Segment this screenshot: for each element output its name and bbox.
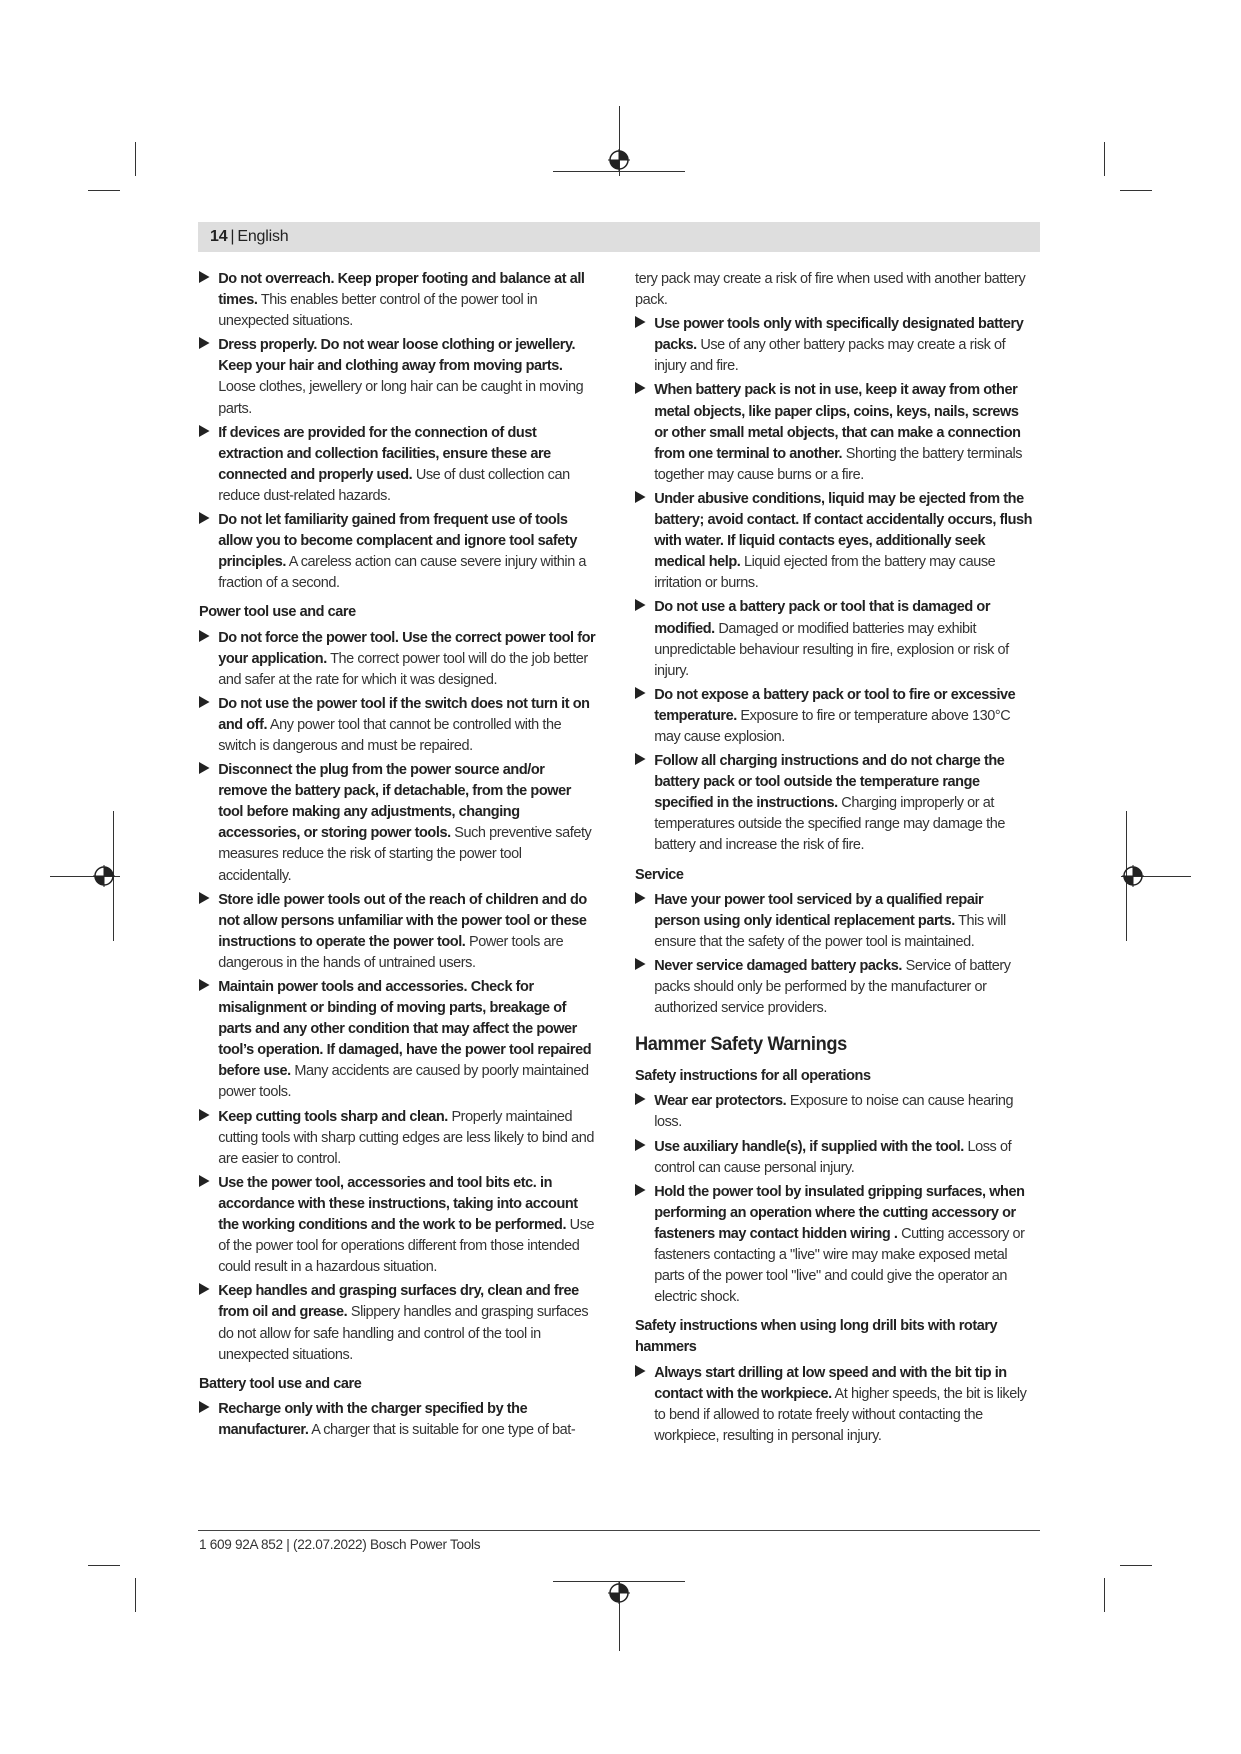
warning-bold-text: Under abusive conditions, liquid may be ejected from the battery; avoid contact. If contact accidentally occurs, flush with water. If liquid contacts eyes, additionally seek medical help. bbox=[654, 489, 1033, 571]
warning-bold-text: Keep cutting tools sharp and clean. bbox=[218, 1107, 448, 1125]
warning-bold-text: Maintain power tools and accessories. Check for misalignment or binding of moving parts, breakage of parts and any other condition that may affect the power tool’s operation. If damaged, have the power tool repaired before use. bbox=[218, 978, 592, 1080]
warning-explanation-text: Liquid ejected from the battery may cause irritation or burns. bbox=[654, 553, 996, 592]
crop-mark bbox=[1120, 190, 1152, 191]
bullet-arrow-icon bbox=[199, 696, 210, 708]
section-title-hammer: Hammer Safety Warnings bbox=[635, 1034, 847, 1056]
crop-mark bbox=[135, 142, 136, 176]
warning-bold-text: Do not use the power tool if the switch does not turn it on and off. bbox=[218, 694, 590, 733]
warning-explanation-text: Exposure to fire or temperature above 130°C may cause explosion. bbox=[654, 706, 1011, 745]
bullet-arrow-icon bbox=[635, 753, 646, 765]
warning-explanation-text: Such preventive safety measures reduce the risk of starting the power tool accidentally. bbox=[218, 824, 592, 884]
crop-mark bbox=[88, 1565, 120, 1566]
warning-explanation-text: Properly maintained cutting tools with sharp cutting edges are less likely to bind and are easier to control. bbox=[218, 1107, 595, 1167]
list-item bbox=[635, 488, 1032, 593]
warning-explanation-text: This will ensure that the safety of the power tool is maintained. bbox=[654, 911, 1006, 950]
warning-bold-text: Do not overreach. Keep proper footing and balance at all times. bbox=[218, 270, 585, 309]
warning-explanation-text: Charging improperly or at temperatures outside the specified range may damage the battery and increase the risk of fire. bbox=[654, 794, 1005, 854]
warning-bold-text: Do not use a battery pack or tool that is damaged or modified. bbox=[654, 598, 991, 637]
list-item bbox=[199, 268, 596, 331]
right-column bbox=[635, 268, 1032, 1449]
crop-mark bbox=[88, 190, 120, 191]
continuation-text: tery pack may create a risk of fire when used with another battery pack. bbox=[635, 270, 1026, 309]
heading-service: Service bbox=[635, 865, 684, 883]
bullet-arrow-icon bbox=[199, 337, 210, 349]
list-item bbox=[199, 1106, 596, 1169]
list-item bbox=[635, 596, 1032, 680]
bullet-arrow-icon bbox=[199, 892, 210, 904]
bullet-arrow-icon bbox=[199, 1283, 210, 1295]
bullet-arrow-icon bbox=[199, 425, 210, 437]
list-item bbox=[635, 1362, 1032, 1446]
warning-explanation-text: Cutting accessory or fasteners contacting a "live" wire may make exposed metal parts of the power tool "live" and could give the operator an electric shock. bbox=[654, 1224, 1025, 1306]
warning-bold-text: Do not force the power tool. Use the correct power tool for your application. bbox=[218, 628, 596, 667]
list-item bbox=[199, 889, 596, 973]
list-item bbox=[635, 313, 1032, 376]
heading-battery-tool-use: Battery tool use and care bbox=[199, 1374, 362, 1392]
bullet-arrow-icon bbox=[635, 1365, 646, 1377]
list-item bbox=[199, 759, 596, 886]
bullet-arrow-icon bbox=[635, 382, 646, 394]
crop-mark bbox=[135, 1578, 136, 1612]
warning-explanation-text: Any power tool that cannot be controlled with the switch is dangerous and must be repaired. bbox=[218, 715, 562, 754]
footer-rule bbox=[198, 1530, 1040, 1531]
warning-bold-text: Follow all charging instructions and do not charge the battery pack or tool outside the temperature range specified in the instructions. bbox=[654, 752, 1005, 812]
list-item bbox=[635, 955, 1032, 1018]
bullet-arrow-icon bbox=[199, 979, 210, 991]
bullet-arrow-icon bbox=[199, 1109, 210, 1121]
list-item bbox=[635, 379, 1032, 484]
bullet-arrow-icon bbox=[635, 892, 646, 904]
bullet-arrow-icon bbox=[635, 1184, 646, 1196]
list-long-drill-bits bbox=[635, 1362, 1032, 1446]
warning-bold-text: Dress properly. Do not wear loose clothing or jewellery. Keep your hair and clothing away from moving parts. bbox=[218, 336, 576, 375]
warning-bold-text: Store idle power tools out of the reach of children and do not allow persons unfamiliar with the power tool or these instructions to operate the power tool. bbox=[218, 890, 587, 950]
bullet-arrow-icon bbox=[635, 316, 646, 328]
page-header bbox=[198, 222, 1040, 252]
list-item bbox=[199, 1398, 596, 1440]
list-all-operations bbox=[635, 1090, 1032, 1307]
warning-explanation-text: A charger that is suitable for one type of bat- bbox=[308, 1420, 576, 1438]
warning-bold-text: Do not let familiarity gained from frequent use of tools allow you to become complacent and ignore tool safety principles. bbox=[218, 511, 577, 571]
bullet-arrow-icon bbox=[199, 1401, 210, 1413]
list-item bbox=[199, 1280, 596, 1364]
warning-bold-text: Never service damaged battery packs. bbox=[654, 956, 903, 974]
bullet-arrow-icon bbox=[635, 599, 646, 611]
warning-bold-text: Use the power tool, accessories and tool bits etc. in accordance with these instructions, taking into account the working conditions and the work to be performed. bbox=[218, 1173, 578, 1234]
warning-explanation-text: Loose clothes, jewellery or long hair can be caught in moving parts. bbox=[218, 378, 584, 417]
list-item bbox=[635, 1090, 1032, 1132]
warning-bold-text: Recharge only with the charger specified by the manufacturer. bbox=[218, 1399, 528, 1438]
warning-bold-text: Keep handles and grasping surfaces dry, clean and free from oil and grease. bbox=[218, 1282, 579, 1321]
list-service bbox=[635, 889, 1032, 1019]
registration-target-icon bbox=[608, 1582, 630, 1604]
header-language: English bbox=[237, 228, 289, 245]
warning-explanation-text: Many accidents are caused by poorly maintained power tools. bbox=[218, 1062, 589, 1101]
warning-explanation-text: Service of battery packs should only be performed by the manufacturer or authorized service providers. bbox=[654, 956, 1011, 1017]
crop-mark bbox=[1120, 1565, 1152, 1566]
registration-target-icon bbox=[1122, 865, 1144, 887]
warning-bold-text: Disconnect the plug from the power source and/or remove the battery pack, if detachable, from the power tool before making any adjustments, changing accessories, or storing power tools. bbox=[218, 761, 571, 842]
heading-long-drill-bits: Safety instructions when using long drill bits with rotary hammers bbox=[635, 1317, 998, 1356]
list-power-tool bbox=[199, 627, 596, 1365]
registration-target-icon bbox=[93, 865, 115, 887]
warning-explanation-text: At higher speeds, the bit is likely to bend if allowed to rotate freely without contacting the workpiece, resulting in personal injury. bbox=[654, 1384, 1027, 1444]
bullet-arrow-icon bbox=[635, 1139, 646, 1151]
warning-bold-text: Wear ear protectors. bbox=[654, 1092, 787, 1110]
warning-bold-text: Do not expose a battery pack or tool to fire or excessive temperature. bbox=[654, 685, 1016, 724]
list-item bbox=[199, 693, 596, 756]
left-column bbox=[199, 268, 596, 1443]
bullet-arrow-icon bbox=[635, 958, 646, 970]
warning-bold-text: When battery pack is not in use, keep it away from other metal objects, like paper clips, coins, keys, nails, screws or other small metal objects, that can make a connection from one terminal to another. bbox=[654, 381, 1021, 462]
list-item bbox=[199, 422, 596, 506]
page-number: 14 bbox=[210, 228, 228, 245]
list-battery-left bbox=[199, 1398, 596, 1440]
warning-explanation-text: Use of any other battery packs may create a risk of injury and fire. bbox=[654, 336, 1006, 375]
list-item bbox=[199, 627, 596, 690]
warning-explanation-text: Use of the power tool for operations different from those intended could result in a hazardous situation. bbox=[218, 1216, 595, 1276]
bullet-arrow-icon bbox=[635, 491, 646, 503]
warning-explanation-text: Loss of control can cause personal injury. bbox=[654, 1137, 1012, 1176]
bullet-arrow-icon bbox=[199, 1175, 210, 1187]
heading-all-operations: Safety instructions for all operations bbox=[635, 1067, 871, 1085]
list-item bbox=[635, 1136, 1032, 1178]
list-item bbox=[635, 1181, 1032, 1308]
warning-bold-text: Use power tools only with specifically designated battery packs. bbox=[654, 315, 1024, 354]
warning-explanation-text: Exposure to noise can cause hearing loss. bbox=[654, 1092, 1014, 1131]
warning-bold-text: Use auxiliary handle(s), if supplied with the tool. bbox=[654, 1137, 964, 1155]
warning-bold-text: Always start drilling at low speed and with the bit tip in contact with the workpiece. bbox=[654, 1363, 1007, 1402]
bullet-arrow-icon bbox=[635, 687, 646, 699]
bullet-arrow-icon bbox=[199, 271, 210, 283]
list-item bbox=[199, 334, 596, 418]
bullet-arrow-icon bbox=[635, 1093, 646, 1105]
list-top bbox=[199, 268, 596, 593]
heading-power-tool-use: Power tool use and care bbox=[199, 603, 356, 621]
bullet-arrow-icon bbox=[199, 762, 210, 774]
warning-explanation-text: Power tools are dangerous in the hands of untrained users. bbox=[218, 932, 564, 971]
warning-explanation-text: Shorting the battery terminals together may cause burns or a fire. bbox=[654, 444, 1023, 483]
warning-bold-text: Have your power tool serviced by a qualified repair person using only identical replacement parts. bbox=[654, 890, 984, 929]
crop-mark bbox=[1104, 142, 1105, 176]
warning-explanation-text: A careless action can cause severe injury within a fraction of a second. bbox=[218, 553, 587, 592]
warning-bold-text: Hold the power tool by insulated gripping surfaces, when performing an operation where the cutting accessory or fasteners may contact hidden wiring . bbox=[654, 1182, 1025, 1242]
list-item bbox=[635, 684, 1032, 747]
registration-target-icon bbox=[608, 149, 630, 171]
warning-explanation-text: This enables better control of the power tool in unexpected situations. bbox=[218, 291, 538, 330]
page-footer: 1 609 92A 852 | (22.07.2022) Bosch Power Tools bbox=[199, 1537, 481, 1552]
list-item bbox=[635, 889, 1032, 952]
list-item bbox=[199, 1172, 596, 1277]
list-item bbox=[635, 750, 1032, 855]
list-item bbox=[199, 976, 596, 1103]
crop-mark bbox=[1104, 1578, 1105, 1612]
warning-explanation-text: Use of dust collection can reduce dust-related hazards. bbox=[218, 465, 570, 504]
bullet-arrow-icon bbox=[199, 512, 210, 524]
warning-explanation-text: Slippery handles and grasping surfaces do not allow for safe handling and control of the tool in unexpected situations. bbox=[218, 1303, 589, 1363]
warning-explanation-text: The correct power tool will do the job better and safer at the rate for which it was designed. bbox=[218, 649, 588, 688]
header-separator: | bbox=[230, 228, 235, 245]
bullet-arrow-icon bbox=[199, 630, 210, 642]
warning-explanation-text: Damaged or modified batteries may exhibit unpredictable behaviour resulting in fire, explosion or risk of injury. bbox=[654, 619, 1009, 679]
list-battery-right bbox=[635, 313, 1032, 855]
list-item bbox=[199, 509, 596, 593]
warning-bold-text: If devices are provided for the connection of dust extraction and collection facilities, ensure these are connected and properly used. bbox=[218, 423, 551, 483]
